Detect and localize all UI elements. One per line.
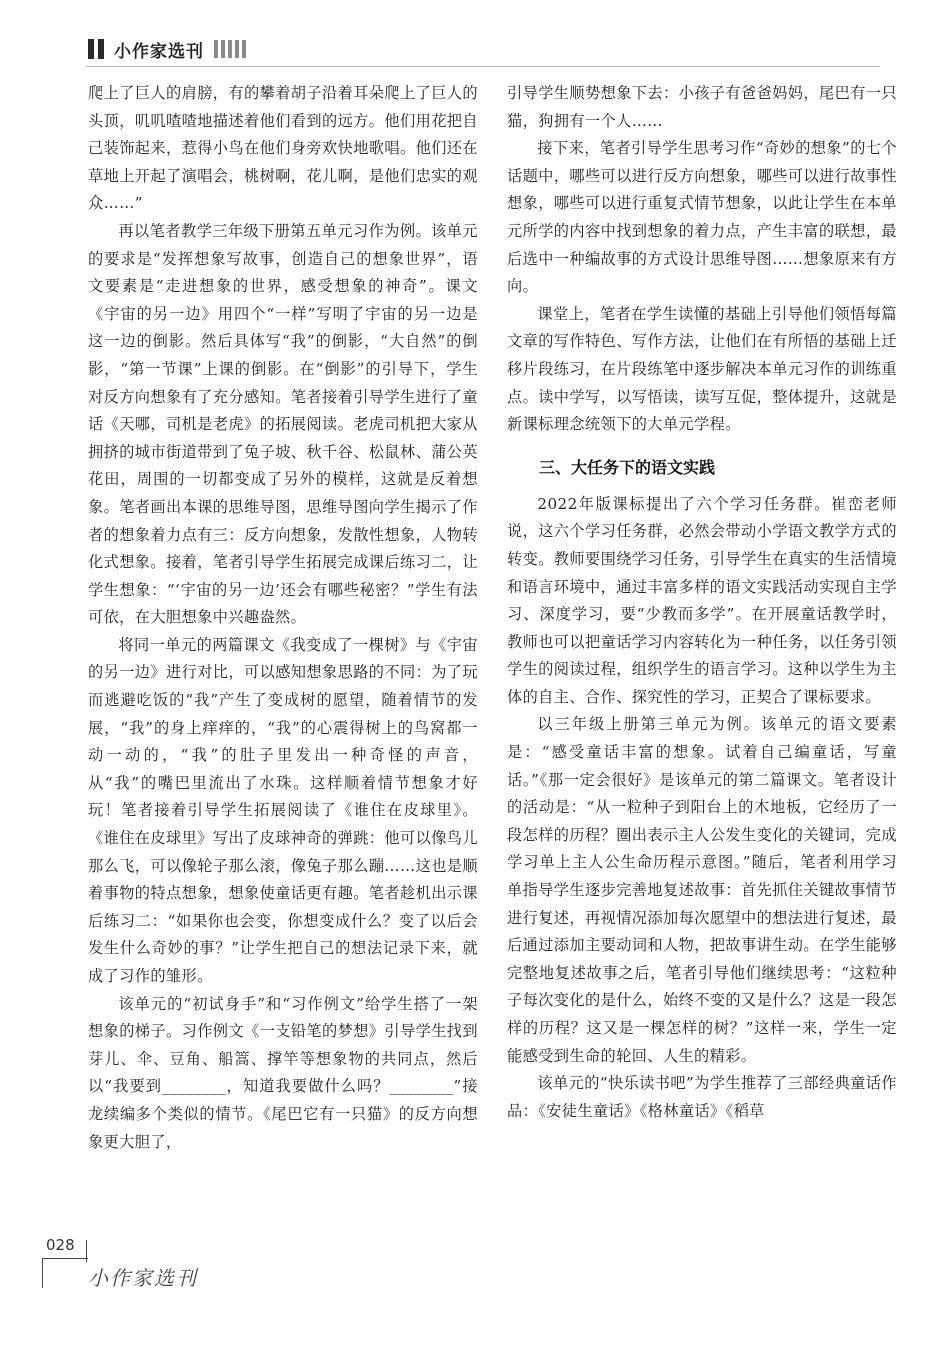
footer-divider bbox=[42, 1258, 43, 1288]
footer-divider bbox=[86, 1240, 87, 1262]
paragraph: 接下来，笔者引导学生思考习作“奇妙的想象”的七个话题中，哪些可以进行反方向想象，哪些可以进行故事性想象，哪些可以进行重复式情节想象，以此让学生在本单元所学的内容中找到想象的着力点，产生丰富的联想，最后选中一种编故事的方式设计思维导图……想象原来有方向。 bbox=[507, 139, 897, 296]
left-column bbox=[88, 80, 478, 1156]
right-column bbox=[507, 80, 897, 1125]
footer-logo: 小作家选刊 bbox=[88, 1266, 198, 1290]
paragraph: 该单元的“快乐读书吧”为学生推荐了三部经典童话作品：《安徒生童话》《格林童话》《稻草 bbox=[507, 1074, 897, 1120]
paragraph: 引导学生顺势想象下去：小孩子有爸爸妈妈，尾巴有一只猫，狗拥有一个人…… bbox=[507, 84, 897, 130]
paragraph: 该单元的“初试身手”和“习作例文”给学生搭了一架想象的梯子。习作例文《一支铅笔的梦想》引导学生找到芽儿、伞、豆角、船篙、撑竿等想象物的共同点，然后以“我要到________，知道我要做什么吗？________”接龙续编多个类似的情节。《尾巴它有一只猫》的反方向想象更大胆了， bbox=[88, 994, 478, 1151]
paragraph: 2022年版课标提出了六个学习任务群。崔峦老师说，这六个学习任务群，必然会带动小学语文教学方式的转变。教师要围绕学习任务，引导学生在真实的生活情境和语言环境中，通过丰富多样的语文实践活动实现自主学习、深度学习，要“少教而多学”。在开展童话教学时，教师也可以把童话学习内容转化为一种任务，以任务引领学生的阅读过程，组织学生的语言学习。这种以学生为主体的自主、合作、探究性的学习，正契合了课标要求。 bbox=[507, 494, 897, 706]
paragraph: 再以笔者教学三年级下册第五单元习作为例。该单元的要求是“发挥想象写故事，创造自己的想象世界”，语文要素是“走进想象的世界，感受想象的神奇”。课文《宇宙的另一边》用四个“一样”写明了宇宙的另一边是这一边的倒影。然后具体写“我”的倒影，“大自然”的倒影，“第一节课”上课的倒影。在“倒影”的引导下，学生对反方向想象有了充分感知。笔者接着引导学生进行了童话《天哪，司机是老虎》的拓展阅读。老虎司机把大家从拥挤的城市街道带到了兔子坡、秋千谷、松鼠林、蒲公英花田，周围的一切都变成了另外的模样，这就是反着想象。笔者画出本课的思维导图，思维导图向学生揭示了作者的想象着力点有三：反方向想象，发散性想象，人物转化式想象。接着，笔者引导学生拓展完成课后练习二，让学生想象：“‘宇宙的另一边’还会有哪些秘密？”学生有法可依，在大胆想象中兴趣盎然。 bbox=[88, 221, 478, 627]
paragraph: 将同一单元的两篇课文《我变成了一棵树》与《宇宙的另一边》进行对比，可以感知想象思路的不同：为了玩而逃避吃饭的“我”产生了变成树的愿望，随着情节的发展，“我”的身上痒痒的，“我”的心震得树上的鸟窝都一动一动的，“我”的肚子里发出一种奇怪的声音，从“我”的嘴巴里流出了水珠。这样顺着情节想象才好玩！笔者接着引导学生拓展阅读了《谁住在皮球里》。《谁住在皮球里》写出了皮球神奇的弹跳：他可以像鸟儿那么飞，可以像轮子那么滚，像兔子那么蹦……这也是顺着事物的特点想象，想象使童话更有趣。笔者趁机出示课后练习二：“如果你也会变，你想变成什么？变了以后会发生什么奇妙的事？”让学生把自己的想法记录下来，就成了习作的雏形。 bbox=[88, 635, 478, 985]
paragraph: 爬上了巨人的肩膀，有的攀着胡子沿着耳朵爬上了巨人的头顶，叽叽喳喳地描述着他们看到的远方。他们用花把自己装饰起来，惹得小鸟在他们身旁欢快地歌唱。他们还在草地上开起了演唱会，桃树啊，花儿啊，是他们忠实的观众……” bbox=[88, 84, 478, 213]
journal-name: 小作家选刊 bbox=[114, 41, 204, 62]
header-decoration-bars-left bbox=[88, 39, 104, 59]
paragraph: 课堂上，笔者在学生读懂的基础上引导他们领悟每篇文章的写作特色、写作方法，让他们在有所悟的基础上迁移片段练习，在片段练笔中逐步解决本单元习作的训练重点。读中学写，以写悟读，读写互促，整体提升，这就是新课标理念统领下的大单元学程。 bbox=[507, 304, 897, 434]
header-decoration-bars-right bbox=[214, 40, 246, 58]
running-header bbox=[88, 36, 246, 62]
footer-rule bbox=[42, 1258, 88, 1259]
section-heading: 三、大任务下的语文实践 bbox=[539, 457, 716, 477]
page-number: 028 bbox=[46, 1236, 75, 1254]
header-rule bbox=[86, 66, 880, 67]
paragraph: 以三年级上册第三单元为例。该单元的语文要素是：“感受童话丰富的想象。试着自己编童话，写童话。”《那一定会很好》是该单元的第二篇课文。笔者设计的活动是：“从一粒种子到阳台上的木地板，它经历了一段怎样的历程？圈出表示主人公发生变化的关键词，完成学习单上主人公生命历程示意图。”随后，笔者利用学习单指导学生逐步完善地复述故事：首先抓住关键故事情节进行复述，再视情况添加每次愿望中的想法进行复述，最后通过添加主要动词和人物，把故事讲生动。在学生能够完整地复述故事之后，笔者引导他们继续思考：“这粒种子每次变化的是什么，始终不变的又是什么？这是一段怎样的历程？这又是一棵怎样的树？”这样一来，学生一定能感受到生命的轮回、人生的精彩。 bbox=[507, 715, 897, 1065]
